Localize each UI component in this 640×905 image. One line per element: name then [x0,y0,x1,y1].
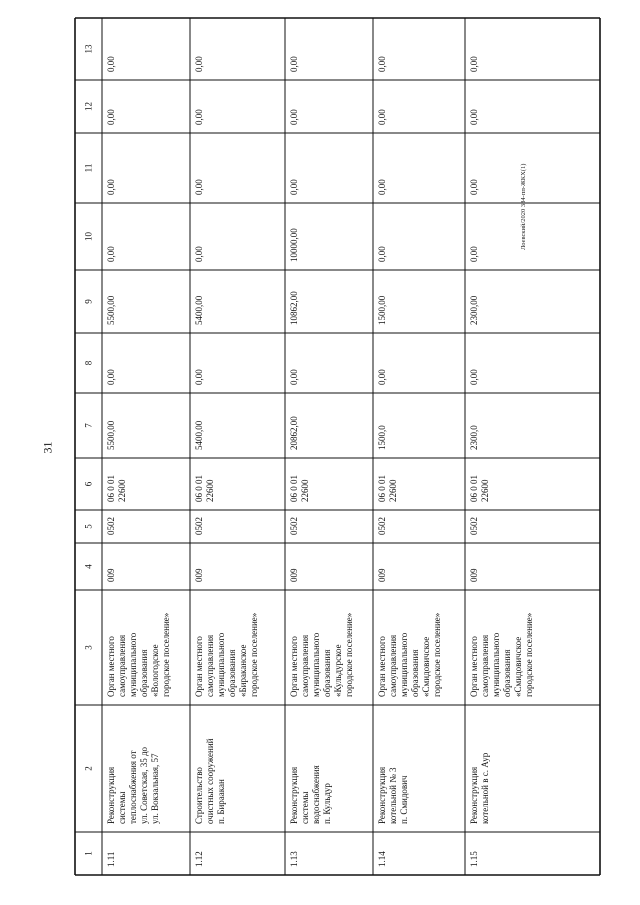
header-col-3 [84,645,94,650]
row-1.12-c7 [194,420,204,450]
row-1.13-c12 [289,109,299,125]
row-1.11-name-line: Реконструкция [106,766,116,824]
row-1.11-c10-line: 0,00 [106,246,116,262]
row-1.13-name-line: водоснабжения [311,765,321,824]
row-1.11-c6 [106,475,127,502]
row-1.11-org [106,613,171,697]
row-1.13-name-line: п. Кульдур [322,783,332,824]
row-1.15-org [469,613,534,697]
header-col-4 [84,564,94,569]
row-1.15-org-line: образования [502,649,512,697]
row-1.13-c6 [289,475,310,502]
row-1.12-num-line: 1.12 [194,851,204,867]
row-1.14-org-line: «Смидовичское [421,636,431,697]
row-1.13-num [289,851,299,867]
row-1.12-org-line: «Бираканское [238,644,248,697]
row-1.12-c12-line: 0,00 [194,109,204,125]
row-1.11-org-line: образования [139,649,149,697]
row-1.11-c9-line: 5500,00 [106,295,116,325]
row-1.13-name [289,765,332,824]
row-1.15-c6-line: 06 0 01 [469,475,479,502]
row-1.15-c6-line: 22600 [480,479,490,502]
row-1.15-c13 [469,56,479,72]
row-1.15-c4-line: 009 [469,568,479,582]
header-col-8 [84,360,94,365]
row-1.11-c6-line: 22600 [117,479,127,502]
row-1.12-org-line: муниципального [216,632,226,697]
header-col-2 [84,766,94,771]
header-col-6-line: 6 [83,481,94,487]
row-1.14-name-line: Реконструкция [377,766,387,824]
row-1.15-c6 [469,475,490,502]
row-1.14-c10 [377,246,387,262]
row-1.13-c13 [289,56,299,72]
row-1.14-c11 [377,179,387,195]
header-col-7 [84,423,94,428]
row-1.12-c4-line: 009 [194,568,204,582]
row-1.15-c9-line: 2300,00 [469,295,479,325]
row-1.13-c4 [289,568,299,582]
row-1.11-name-line: системы [117,791,127,824]
row-1.12-c13 [194,56,204,72]
header-col-2-line: 2 [83,766,94,771]
row-1.14-c8 [377,369,387,385]
row-1.11-c5-line: 0502 [106,517,116,535]
row-1.15-org-line: городское поселение» [524,612,534,697]
row-1.13-org [289,613,354,697]
header-col-1-line: 1 [83,851,94,856]
row-1.15-c7 [469,425,479,450]
row-1.15-c13-line: 0,00 [469,56,479,72]
row-1.11-name-line: ул. Советская, 35 до [139,746,149,824]
row-1.12-c13-line: 0,00 [194,56,204,72]
row-1.14-num [377,851,387,867]
row-1.15-c5 [469,517,479,535]
row-1.12-c12 [194,109,204,125]
row-1.14-org-line: образования [410,649,420,697]
row-1.12-c4 [194,568,204,582]
row-1.15-c12-line: 0,00 [469,109,479,125]
row-1.13-c13-line: 0,00 [289,56,299,72]
row-1.12-org-line: городское поселение» [249,612,259,697]
header-col-1 [84,851,94,856]
row-1.12-c6-line: 22600 [205,479,215,502]
row-1.11-c10 [106,246,116,262]
row-1.11-num [106,852,116,867]
row-1.11-num-line: 1.11 [106,851,116,867]
row-1.13-org-line: муниципального [311,632,321,697]
header-col-9-line: 9 [83,299,94,304]
row-1.14-org-line: Орган местного [377,636,387,697]
row-1.15-c10-line: 0,00 [469,246,479,262]
row-1.12-c11 [194,179,204,195]
row-1.15-c8-line: 0,00 [469,369,479,385]
row-1.12-c5-line: 0502 [194,517,204,535]
row-1.15-name-line: котельной в с. Аур [480,752,490,824]
row-1.15-name-line: Реконструкция [469,766,479,824]
row-1.14-c7 [377,425,387,450]
row-1.12-name-line: п. Бираакан [216,779,226,824]
header-col-10-line: 10 [83,232,94,241]
header-col-12 [84,102,94,111]
header-col-9 [84,299,94,304]
row-1.11-name [106,746,160,824]
row-1.12-org-line: образования [227,649,237,697]
row-1.14-c12-line: 0,00 [377,109,387,125]
row-1.13-c5 [289,517,299,535]
row-1.14-c13-line: 0,00 [377,56,387,72]
row-1.11-c12-line: 0,00 [106,109,116,125]
row-1.15-c7-line: 2300,0 [469,425,479,450]
row-1.14-c10-line: 0,00 [377,246,387,262]
row-1.14-c4-line: 009 [377,568,387,582]
row-1.15-c11 [469,179,479,195]
row-1.13-c4-line: 009 [289,568,299,582]
row-1.12-c8 [194,369,204,385]
row-1.12-org [194,613,259,697]
row-1.14-num-line: 1.14 [377,851,387,867]
row-1.14-c12 [377,109,387,125]
page-number: 31 [40,441,55,454]
row-1.11-org-line: городское поселение» [161,612,171,697]
header-col-7-line: 7 [83,423,94,428]
row-1.14-c9 [377,295,387,325]
row-1.11-c11-line: 0,00 [106,179,116,195]
row-1.12-c9 [194,295,204,325]
row-1.15-org-line: муниципального [491,632,501,697]
row-1.11-c13-line: 0,00 [106,56,116,72]
row-1.15-c5-line: 0502 [469,517,479,535]
row-1.13-c6-line: 06 0 01 [289,475,299,502]
row-1.14-name-line: котельной № 3 [388,767,398,824]
row-1.12-name-line: очистных сооружений [205,738,215,824]
row-1.14-c9-line: 1500,00 [377,295,387,325]
row-1.11-c9 [106,295,116,325]
row-1.15-c4 [469,568,479,582]
row-1.15-name [469,752,490,824]
row-1.13-c8 [289,369,299,385]
header-col-10 [84,232,94,242]
row-1.11-c6-line: 06 0 01 [106,475,116,502]
row-1.11-c8-line: 0,00 [106,369,116,385]
row-1.13-org-line: Орган местного [289,636,299,697]
row-1.14-c5 [377,517,387,535]
row-1.12-c10-line: 0,00 [194,246,204,262]
row-1.14-c8-line: 0,00 [377,369,387,385]
row-1.14-c6 [377,475,398,502]
row-1.14-c4 [377,568,387,582]
header-col-11 [84,164,94,173]
row-1.14-c6-line: 06 0 01 [377,475,387,502]
row-1.13-c7 [289,416,299,450]
row-1.15-org-line: «Смидовичское [513,636,523,697]
row-1.15-c11-line: 0,00 [469,179,479,195]
row-1.11-name-line: теплоснабжения от [128,750,138,824]
row-1.12-org-line: Орган местного [194,636,204,697]
row-1.14-c13 [377,56,387,72]
row-1.11-org-line: самоуправления [117,634,127,697]
row-1.12-name [194,738,226,824]
header-col-4-line: 4 [83,564,94,569]
row-1.15-num-line: 1.15 [469,851,479,867]
row-1.12-c5 [194,517,204,535]
row-1.15-c9 [469,295,479,325]
row-1.13-org-line: «Кульдурское [333,644,343,697]
row-1.13-name-line: системы [300,791,310,824]
row-1.11-c13 [106,56,116,72]
row-1.13-num-line: 1.13 [289,851,299,867]
row-1.11-org-line: Орган местного [106,636,116,697]
row-1.11-c11 [106,179,116,195]
row-1.11-name-line: ул. Вокзальная, 57 [150,753,160,824]
row-1.11-c5 [106,517,116,535]
row-1.13-c6-line: 22600 [300,479,310,502]
row-1.14-org-line: муниципального [399,632,409,697]
row-1.12-c7-line: 5400,00 [194,420,204,450]
row-1.13-org-line: образования [322,649,332,697]
row-1.13-c10 [289,228,299,262]
row-1.11-c7 [106,420,116,450]
row-1.13-c5-line: 0502 [289,517,299,535]
header-col-5-line: 5 [83,524,94,529]
row-1.13-c11 [289,179,299,195]
row-1.14-c6-line: 22600 [388,479,398,502]
row-1.13-org-line: самоуправления [300,634,310,697]
row-1.12-c11-line: 0,00 [194,179,204,195]
row-1.14-org [377,613,442,697]
row-1.15-c8 [469,369,479,385]
row-1.12-c6-line: 06 0 01 [194,475,204,502]
row-1.15-org-line: самоуправления [480,634,490,697]
row-1.12-name-line: Строительство [194,767,204,824]
row-1.14-name-line: п. Смидович [399,775,409,824]
row-1.11-c7-line: 5500,00 [106,420,116,450]
row-1.15-c12 [469,109,479,125]
row-1.11-c8 [106,369,116,385]
row-1.14-c11-line: 0,00 [377,179,387,195]
row-1.12-c9-line: 5400,00 [194,295,204,325]
row-1.15-c10 [469,246,479,262]
row-1.11-c4 [106,568,116,582]
header-col-12-line: 12 [83,102,94,111]
header-col-11-line: 11 [83,163,94,173]
row-1.12-c8-line: 0,00 [194,369,204,385]
row-1.14-org-line: самоуправления [388,634,398,697]
row-1.14-c7-line: 1500,0 [377,425,387,450]
row-1.14-name [377,767,409,824]
row-1.14-org-line: городское поселение» [432,612,442,697]
header-col-6 [84,481,94,486]
header-col-5 [84,524,94,529]
header-col-13 [84,44,94,54]
row-1.11-org-line: муниципального [128,632,138,697]
row-1.14-c5-line: 0502 [377,517,387,535]
row-1.15-num [469,851,479,867]
row-1.11-c12 [106,109,116,125]
row-1.13-c8-line: 0,00 [289,369,299,385]
row-1.12-num [194,851,204,867]
row-1.13-c11-line: 0,00 [289,179,299,195]
row-1.13-name-line: Реконструкция [289,766,299,824]
row-1.15-org-line: Орган местного [469,636,479,697]
row-1.13-c10-line: 10000,00 [289,228,299,262]
row-1.13-c9-line: 10862,00 [289,291,299,325]
row-1.11-c4-line: 009 [106,568,116,582]
row-1.12-org-line: самоуправления [205,634,215,697]
header-col-8-line: 8 [83,360,94,366]
row-1.13-org-line: городское поселение» [344,612,354,697]
row-1.12-c10 [194,246,204,262]
header-col-13-line: 13 [83,44,94,54]
row-1.11-org-line: «Вологодское [150,644,160,697]
header-col-3-line: 3 [83,645,94,650]
row-1.12-c6 [194,475,215,502]
row-1.13-c9 [289,291,299,325]
footer-note: Лоевский/2020 384-пп-ЖКХ(1) [520,163,527,250]
row-1.13-c12-line: 0,00 [289,109,299,125]
row-1.13-c7-line: 20862,00 [289,416,299,450]
